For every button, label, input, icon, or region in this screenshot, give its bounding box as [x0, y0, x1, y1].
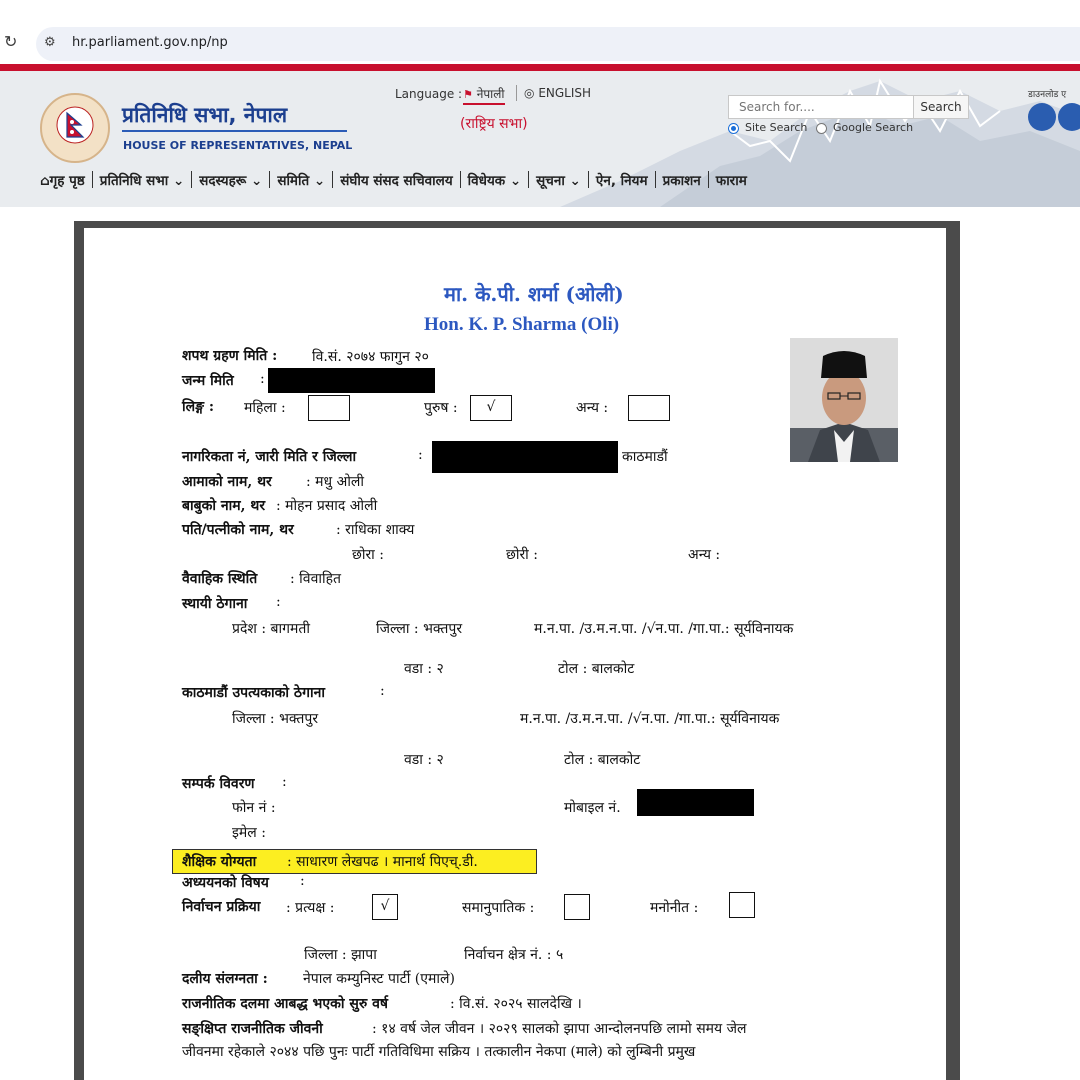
url-text[interactable]: hr.parliament.gov.np/np — [72, 35, 228, 50]
valley-address-colon: : — [380, 683, 385, 699]
rastriya-sabha-link[interactable]: (राष्ट्रिय सभा) — [460, 116, 528, 132]
bio-label: सङ्क्षिप्त राजनीतिक जीवनी — [182, 1021, 323, 1037]
site-info-icon[interactable]: ⚙ — [44, 35, 56, 50]
document-viewer[interactable] — [74, 221, 960, 1080]
spouse-value: : राधिका शाक्य — [336, 522, 415, 538]
dob-colon: : — [260, 371, 265, 387]
language-divider — [516, 85, 517, 101]
citizenship-district: काठमाडौं — [622, 449, 668, 465]
valley-tole: टोल : बालकोट — [564, 752, 641, 768]
language-english-link[interactable]: ◎ ENGLISH — [524, 86, 592, 100]
member-name-np: मा. के.पी. शर्मा (ओली) — [444, 282, 624, 306]
election-proportional-label: समानुपातिक : — [462, 900, 535, 916]
android-app-icon[interactable] — [1058, 103, 1080, 131]
email-label: इमेल : — [232, 825, 266, 841]
study-subject-label: अध्ययनको विषय — [182, 875, 269, 891]
bio-line-1: : १४ वर्ष जेल जीवन । २०२९ सालको झापा आन्दोलनपछि लामो समय जेल — [372, 1021, 747, 1037]
redacted-dob — [268, 368, 435, 393]
oath-date-value: वि.सं. २०७४ फागुन २० — [312, 349, 429, 365]
member-profile-page — [84, 228, 946, 1080]
member-name-en: Hon. K. P. Sharma (Oli) — [424, 314, 620, 335]
contact-label: सम्पर्क विवरण — [182, 776, 255, 792]
gender-other-checkbox — [628, 395, 670, 421]
nav-secretariat[interactable]: संघीय संसद सचिवालय — [340, 173, 453, 189]
children-daughter: छोरी : — [506, 547, 538, 563]
children-son: छोरा : — [352, 547, 384, 563]
election-constituency: निर्वाचन क्षेत्र नं. : ५ — [464, 947, 564, 963]
contact-colon: : — [282, 774, 287, 790]
language-label: Language : — [395, 87, 463, 101]
election-district: जिल्ला : झापा — [304, 947, 377, 963]
gender-male-label: पुरुष : — [424, 400, 458, 416]
children-other: अन्य : — [688, 547, 721, 563]
dob-label: जन्म मिति — [182, 373, 234, 389]
father-value: : मोहन प्रसाद ओली — [276, 498, 378, 514]
site-title-np[interactable]: प्रतिनिधि सभा, नेपाल — [122, 103, 288, 127]
nav-notice[interactable]: सूचना ⌄ — [536, 173, 581, 189]
site-header — [0, 71, 1080, 207]
nav-home[interactable]: ⌂गृह पृष्ठ — [40, 173, 85, 189]
google-search-radio[interactable] — [816, 123, 827, 134]
site-search-radio[interactable] — [728, 123, 739, 134]
nepal-flag-emblem-icon — [56, 105, 94, 145]
election-nominated-label: मनोनीत : — [650, 900, 699, 916]
apple-app-icon[interactable] — [1028, 103, 1056, 131]
gender-female-label: महिला : — [244, 400, 286, 416]
permanent-municipality: म.न.पा. /उ.म.न.पा. /√न.पा. /गा.पा.: सूर्यविनायक — [534, 621, 794, 637]
permanent-district: जिल्ला : भक्तपुर — [376, 621, 463, 637]
permanent-province: प्रदेश : बागमती — [232, 621, 311, 637]
globe-icon: ◎ — [524, 86, 535, 100]
father-label: बाबुको नाम, थर — [182, 498, 266, 514]
marital-value: : विवाहित — [290, 571, 342, 587]
permanent-address-colon: : — [276, 594, 281, 610]
browser-toolbar — [0, 0, 1080, 64]
permanent-tole: टोल : बालकोट — [558, 661, 635, 677]
search-input[interactable] — [728, 95, 914, 119]
mobile-label: मोबाइल नं. — [564, 800, 621, 816]
permanent-address-label: स्थायी ठेगाना — [182, 596, 248, 612]
mother-value: : मधु ओली — [306, 474, 365, 490]
election-proportional-checkbox — [564, 894, 590, 920]
party-value: नेपाल कम्युनिस्ट पार्टी (एमाले) — [303, 971, 455, 987]
study-subject-colon: : — [300, 873, 305, 889]
nav-acts[interactable]: ऐन, नियम — [595, 173, 648, 189]
citizenship-colon: : — [418, 447, 423, 463]
site-title-en[interactable]: HOUSE OF REPRESENTATIVES, NEPAL — [123, 139, 353, 152]
valley-address-label: काठमाडौं उपत्यकाको ठेगाना — [182, 685, 325, 701]
nav-forms[interactable]: फाराम — [715, 173, 747, 189]
download-app-label: डाउनलोड ए — [1028, 90, 1067, 100]
education-label: शैक्षिक योग्यता — [182, 854, 257, 870]
title-underline — [122, 130, 347, 132]
redacted-mobile — [637, 789, 754, 816]
gender-label: लिङ्ग : — [182, 399, 215, 415]
site-search-label: Site Search — [745, 121, 808, 134]
education-value: : साधारण लेखपढ । मानार्थ पिएच्.डी. — [287, 854, 478, 870]
marital-label: वैवाहिक स्थिति — [182, 571, 258, 587]
spouse-label: पति/पत्नीको नाम, थर — [182, 522, 294, 538]
google-search-label: Google Search — [833, 121, 914, 134]
party-label: दलीय संलग्नता : — [182, 971, 268, 987]
nav-bills[interactable]: विधेयक ⌄ — [467, 173, 522, 189]
home-icon: ⌂ — [40, 173, 50, 189]
oath-date-label: शपथ ग्रहण मिति : — [182, 348, 278, 364]
language-nepali-link[interactable]: ⚑ नेपाली — [463, 85, 505, 105]
bio-line-2: जीवनमा रहेकाले २०४४ पछि पुनः पार्टी गतिविधिमा सक्रिय । तत्कालीन नेकपा (माले) को लुम्बिनी प्रमुख — [182, 1044, 696, 1060]
gender-other-label: अन्य : — [576, 400, 609, 416]
main-nav — [40, 171, 747, 195]
political-start-label: राजनीतिक दलमा आबद्ध भएको सुरु वर्ष — [182, 996, 388, 1012]
gender-female-checkbox — [308, 395, 350, 421]
valley-ward: वडा : २ — [404, 752, 444, 768]
parliament-logo[interactable] — [40, 93, 110, 163]
nav-pratinidhi-sabha[interactable]: प्रतिनिधि सभा ⌄ — [99, 173, 185, 189]
election-direct-checkbox: √ — [372, 894, 398, 920]
phone-label: फोन नं : — [232, 800, 276, 816]
redacted-citizenship — [432, 441, 618, 473]
header-accent-line — [0, 64, 1080, 71]
citizenship-label: नागरिकता नं, जारी मिति र जिल्ला — [182, 449, 357, 465]
search-button[interactable]: Search — [913, 95, 969, 119]
address-bar[interactable] — [36, 27, 1080, 61]
election-process-label: निर्वाचन प्रक्रिया — [182, 899, 261, 915]
political-start-value: : वि.सं. २०२५ सालदेखि । — [450, 996, 582, 1012]
nav-committee[interactable]: समिति ⌄ — [277, 173, 326, 189]
nav-members[interactable]: सदस्यहरू ⌄ — [199, 173, 263, 189]
election-direct-label: : प्रत्यक्ष : — [286, 900, 335, 916]
valley-district: जिल्ला : भक्तपुर — [232, 711, 319, 727]
gender-male-checkbox: √ — [470, 395, 512, 421]
nav-publication[interactable]: प्रकाशन — [662, 173, 701, 189]
valley-municipality: म.न.पा. /उ.म.न.पा. /√न.पा. /गा.पा.: सूर्यविनायक — [520, 711, 780, 727]
permanent-ward: वडा : २ — [404, 661, 444, 677]
mother-label: आमाको नाम, थर — [182, 474, 272, 490]
reload-icon[interactable]: ↻ — [4, 32, 18, 51]
member-photo — [790, 338, 898, 462]
election-nominated-checkbox — [729, 892, 755, 918]
nepal-flag-icon: ⚑ — [463, 88, 473, 101]
